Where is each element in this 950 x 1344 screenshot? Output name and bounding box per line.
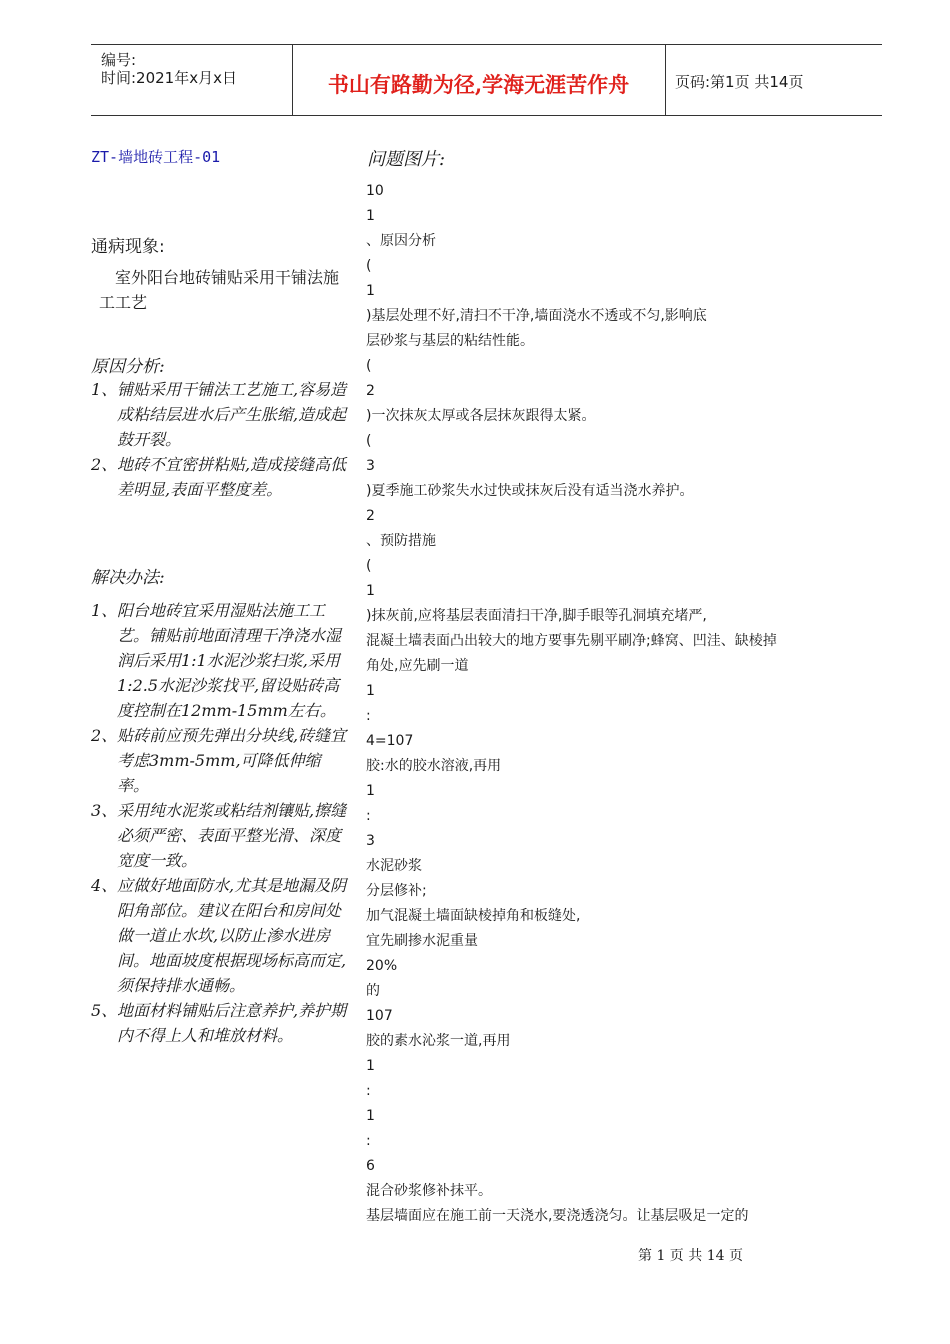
list-item-text: 应做好地面防水,尤其是地漏及阴阳角部位。建议在阳台和房间处做一道止水坎,以防止渗水进房间。地面坡度根据现场标高而定,须保持排水通畅。 <box>117 876 347 995</box>
list-item-number: 2、 <box>91 726 118 745</box>
text-line: 2 <box>366 508 375 524</box>
text-line: 1 <box>366 683 375 699</box>
list-item-text: 铺贴采用干铺法工艺施工,容易造成粘结层进水后产生胀缩,造成起鼓开裂。 <box>117 380 347 449</box>
list-item <box>91 873 349 998</box>
text-line: 胶的素水沁浆一道,再用 <box>366 1033 511 1049</box>
text-line: 加气混凝土墙面缺棱掉角和板缝处, <box>366 908 581 924</box>
list-item <box>91 452 349 502</box>
text-line: ( <box>366 558 372 574</box>
symptom-text: 室外阳台地砖铺贴采用干铺法施工工艺 <box>99 268 340 312</box>
solution-list <box>91 598 349 1048</box>
header-page-info: 页码:第1页 共14页 <box>675 73 804 91</box>
text-line: 4=107 <box>366 733 414 749</box>
header-middle-cell <box>292 45 666 115</box>
text-line: 、预防措施 <box>366 533 436 549</box>
text-line: 水泥砂浆 <box>366 858 422 874</box>
text-line: : <box>366 708 371 724</box>
text-line: 20% <box>366 958 398 974</box>
text-line: 宜先刷掺水泥重量 <box>366 933 478 949</box>
text-line: )一次抹灰太厚或各层抹灰跟得太紧。 <box>366 408 596 424</box>
text-line: 107 <box>366 1008 393 1024</box>
text-line: 6 <box>366 1158 375 1174</box>
text-line: 胶:水的胶水溶液,再用 <box>366 758 502 774</box>
text-line: 、原因分析 <box>366 233 436 249</box>
text-line: : <box>366 1133 371 1149</box>
text-line: )基层处理不好,清扫不干净,墙面浇水不透或不匀,影响底 <box>366 308 707 324</box>
text-line: : <box>366 1083 371 1099</box>
list-item-text: 地砖不宜密拼粘贴,造成接缝高低差明显,表面平整度差。 <box>117 455 347 499</box>
list-item-number: 1、 <box>91 380 118 399</box>
list-item <box>91 798 349 873</box>
header-left-cell <box>91 45 293 115</box>
text-line: )夏季施工砂浆失水过快或抹灰后没有适当浇水养护。 <box>366 483 694 499</box>
text-line: ( <box>366 258 372 274</box>
list-item-text: 阳台地砖宜采用湿贴法施工工艺。铺贴前地面清理干净浇水湿润后采用1:1水泥沙浆扫浆,采用1:2.5水泥沙浆找平,留设贴砖高度控制在12mm-15mm左右。 <box>117 601 342 720</box>
text-line: ( <box>366 433 372 449</box>
page-footer: 第 1 页 共 14 页 <box>638 1248 743 1264</box>
text-line: 基层墙面应在施工前一天浇水,要浇透浇匀。让基层吸足一定的 <box>366 1208 749 1224</box>
cause-list <box>91 377 349 502</box>
problem-images-heading: 问题图片: <box>367 149 446 170</box>
document-number-label: 编号: <box>101 51 137 69</box>
list-item <box>91 723 349 798</box>
symptom-heading: 通病现象: <box>91 237 165 257</box>
text-line: 10 <box>366 183 384 199</box>
list-item-number: 3、 <box>91 801 118 820</box>
list-item-number: 5、 <box>91 1001 118 1020</box>
text-line: 层砂浆与基层的粘结性能。 <box>366 333 534 349</box>
list-item <box>91 998 349 1048</box>
document-time-label: 时间:2021年x月x日 <box>101 69 237 87</box>
text-line: )抹灰前,应将基层表面清扫干净,脚手眼等孔洞填充堵严, <box>366 608 707 624</box>
document-header <box>91 44 882 116</box>
list-item-text: 贴砖前应预先弹出分块线,砖缝宜考虑3mm-5mm,可降低伸缩率。 <box>117 726 347 795</box>
list-item-text: 采用纯水泥浆或粘结剂镶贴,擦缝必须严密、表面平整光滑、深度宽度一致。 <box>117 801 347 870</box>
text-line: 3 <box>366 833 375 849</box>
text-line: 1 <box>366 208 375 224</box>
text-line: 角处,应先刷一道 <box>366 658 469 674</box>
list-item-text: 地面材料铺贴后注意养护,养护期内不得上人和堆放材料。 <box>117 1001 347 1045</box>
text-line: 1 <box>366 783 375 799</box>
header-motto: 书山有路勤为径,学海无涯苦作舟 <box>327 72 630 97</box>
text-line: 混合砂浆修补抹平。 <box>366 1183 492 1199</box>
list-item-number: 1、 <box>91 601 118 620</box>
list-item-number: 2、 <box>91 455 118 474</box>
text-line: : <box>366 808 371 824</box>
list-item-number: 4、 <box>91 876 118 895</box>
text-line: 1 <box>366 283 375 299</box>
document-code-title: ZT-墙地砖工程-01 <box>91 148 221 166</box>
text-line: 2 <box>366 383 375 399</box>
text-line: 混凝土墙表面凸出较大的地方要事先剔平刷净;蜂窝、凹洼、缺棱掉 <box>366 633 777 649</box>
text-line: 1 <box>366 583 375 599</box>
cause-heading: 原因分析: <box>91 357 165 377</box>
text-line: 3 <box>366 458 375 474</box>
text-line: 1 <box>366 1108 375 1124</box>
list-item <box>91 377 349 452</box>
solution-heading: 解决办法: <box>91 568 165 588</box>
text-line: 1 <box>366 1058 375 1074</box>
text-line: ( <box>366 358 372 374</box>
text-line: 的 <box>366 983 380 999</box>
header-right-cell <box>665 45 882 115</box>
text-line: 分层修补; <box>366 883 427 899</box>
list-item <box>91 598 349 723</box>
